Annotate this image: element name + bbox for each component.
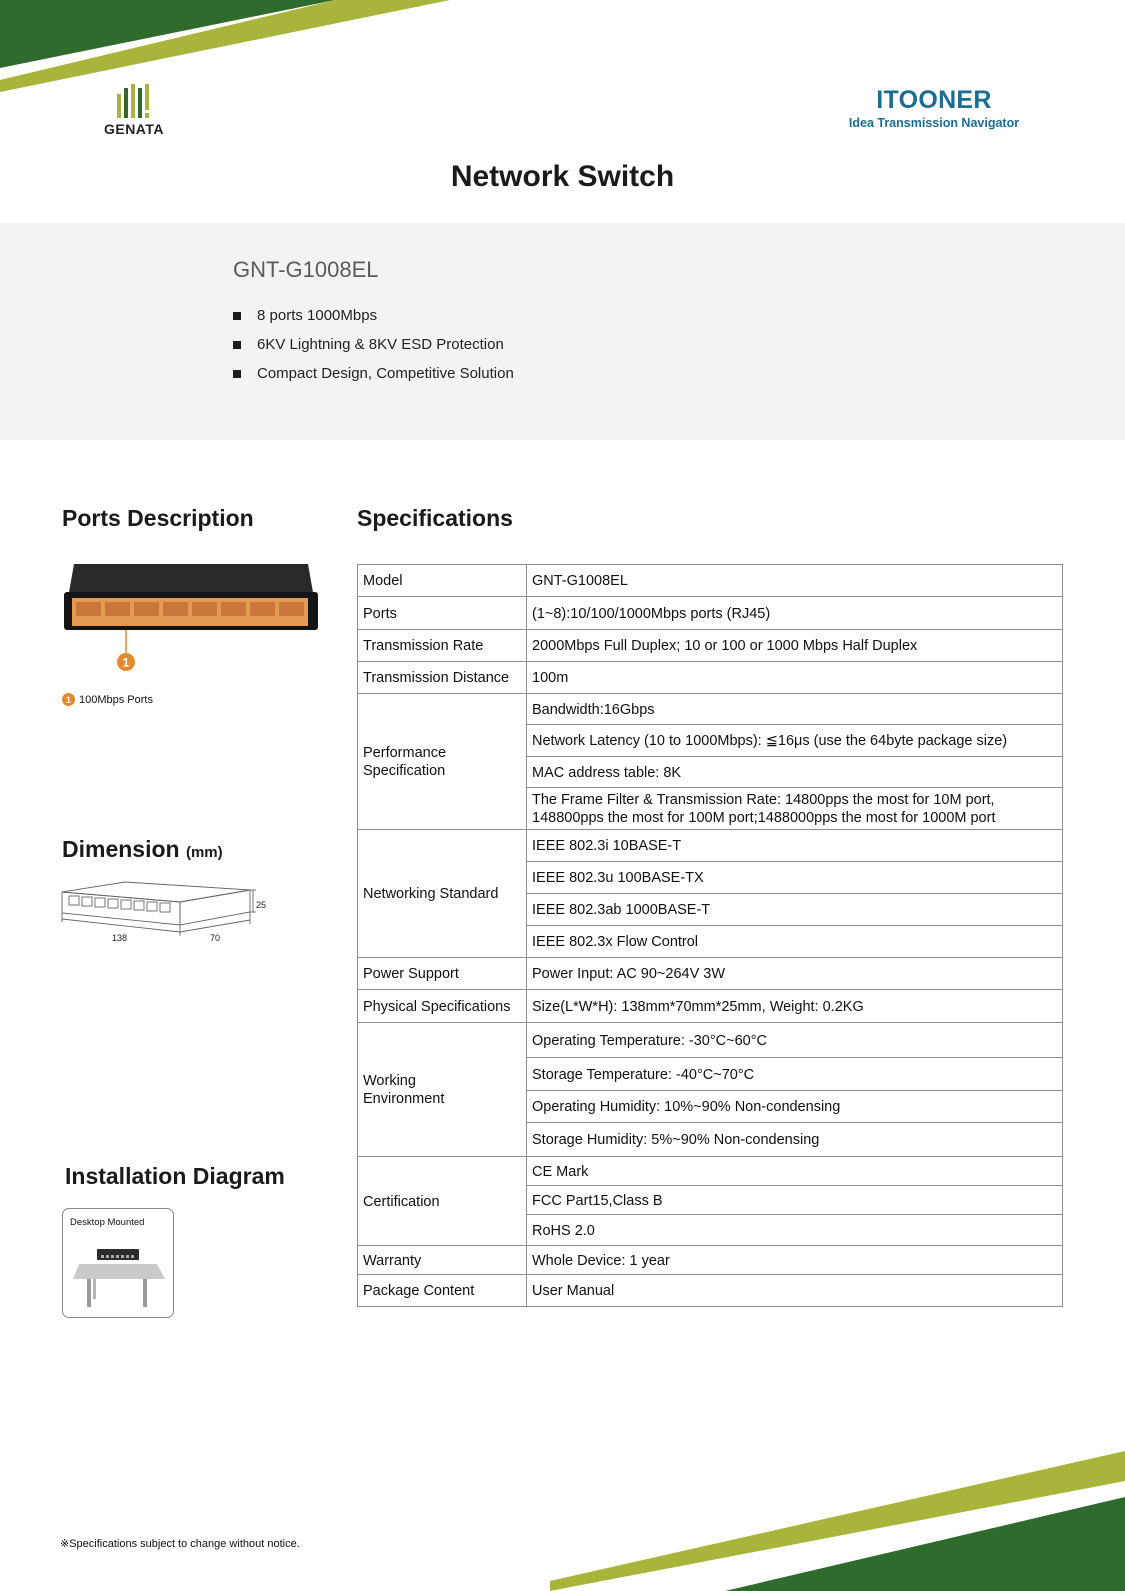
document-title: Network Switch bbox=[450, 160, 675, 193]
feature-item bbox=[233, 330, 514, 359]
spec-key-cell: Performance Specification bbox=[358, 694, 527, 830]
dimension-width-label: 70 bbox=[210, 933, 221, 943]
specifications-heading: Specifications bbox=[357, 505, 513, 531]
spec-value-cell: (1~8):10/100/1000Mbps ports (RJ45) bbox=[527, 597, 1063, 630]
spec-value-cell: IEEE 802.3x Flow Control bbox=[527, 926, 1063, 958]
spec-value-cell: Whole Device: 1 year bbox=[527, 1246, 1063, 1275]
spec-row bbox=[358, 830, 1063, 862]
spec-value-cell: FCC Part15,Class B bbox=[527, 1186, 1063, 1215]
top-left-stripe-decoration bbox=[0, 0, 460, 100]
itooner-tagline: Idea Transmission Navigator bbox=[848, 116, 1020, 130]
feature-item bbox=[233, 359, 514, 388]
feature-text: Compact Design, Competitive Solution bbox=[257, 365, 514, 382]
spec-value-cell: IEEE 802.3i 10BASE-T bbox=[527, 830, 1063, 862]
spec-key-cell: Physical Specifications bbox=[358, 990, 527, 1023]
spec-key-cell: Certification bbox=[358, 1157, 527, 1246]
spec-value-cell: GNT-G1008EL bbox=[527, 565, 1063, 597]
spec-row bbox=[358, 630, 1063, 662]
hero-model-name: GNT-G1008EL bbox=[233, 257, 379, 282]
spec-value-cell: Network Latency (10 to 1000Mbps): ≦16μs (use the 64byte package size) bbox=[527, 725, 1063, 757]
product-summary-band bbox=[0, 223, 1125, 440]
spec-value-cell: Bandwidth:16Gbps bbox=[527, 694, 1063, 725]
spec-key-cell: Networking Standard bbox=[358, 830, 527, 958]
desktop-mount-illustration bbox=[73, 1235, 165, 1309]
spec-value-cell: Storage Humidity: 5%~90% Non-condensing bbox=[527, 1123, 1063, 1157]
itooner-logo bbox=[843, 86, 1025, 130]
installation-diagram-heading: Installation Diagram bbox=[65, 1163, 285, 1189]
spec-value-cell: RoHS 2.0 bbox=[527, 1215, 1063, 1246]
dimension-unit: (mm) bbox=[185, 844, 223, 861]
spec-value-cell: The Frame Filter & Transmission Rate: 14800pps the most for 10M port, 148800pps the most for 100M port;1488000pps the most for 1000M port bbox=[527, 788, 1063, 830]
genata-brand-name: GENATA bbox=[103, 121, 165, 137]
installation-caption: Desktop Mounted bbox=[70, 1217, 145, 1228]
switch-front-panel-image bbox=[62, 562, 320, 688]
ports-description-heading: Ports Description bbox=[62, 505, 254, 531]
spec-value-cell: Size(L*W*H): 138mm*70mm*25mm, Weight: 0.2KG bbox=[527, 990, 1063, 1023]
installation-card bbox=[62, 1208, 174, 1318]
itooner-brand-name: ITOONER bbox=[876, 86, 992, 114]
specifications-table bbox=[357, 564, 1063, 1307]
spec-value-cell: Operating Humidity: 10%~90% Non-condensing bbox=[527, 1091, 1063, 1123]
port-legend bbox=[62, 693, 153, 706]
feature-list bbox=[233, 301, 514, 388]
spec-value-cell: Power Input: AC 90~264V 3W bbox=[527, 958, 1063, 990]
spec-row bbox=[358, 597, 1063, 630]
feature-text: 8 ports 1000Mbps bbox=[257, 307, 378, 324]
footnote: ※Specifications subject to change without notice. bbox=[60, 1538, 300, 1550]
legend-number-dot: 1 bbox=[62, 693, 75, 706]
dimension-drawing bbox=[60, 880, 280, 960]
spec-row bbox=[358, 1023, 1063, 1058]
bullet-square-icon bbox=[233, 370, 241, 378]
feature-text: 6KV Lightning & 8KV ESD Protection bbox=[257, 336, 504, 353]
dimension-heading-text: Dimension bbox=[62, 836, 180, 862]
spec-row bbox=[358, 958, 1063, 990]
spec-row bbox=[358, 1246, 1063, 1275]
spec-key-cell: Package Content bbox=[358, 1275, 527, 1307]
spec-key-cell: Ports bbox=[358, 597, 527, 630]
dimension-heading bbox=[62, 836, 223, 863]
bullet-square-icon bbox=[233, 341, 241, 349]
legend-text: 100Mbps Ports bbox=[79, 693, 153, 706]
genata-bars-logo-icon bbox=[116, 84, 152, 118]
spec-row bbox=[358, 990, 1063, 1023]
spec-key-cell: Transmission Distance bbox=[358, 662, 527, 694]
genata-logo bbox=[100, 84, 168, 137]
spec-value-cell: 2000Mbps Full Duplex; 10 or 100 or 1000 Mbps Half Duplex bbox=[527, 630, 1063, 662]
port-callout-number: 1 bbox=[122, 655, 130, 670]
feature-item bbox=[233, 301, 514, 330]
spec-value-cell: CE Mark bbox=[527, 1157, 1063, 1186]
spec-row bbox=[358, 662, 1063, 694]
bottom-right-stripe-decoration bbox=[550, 1451, 1125, 1591]
spec-value-cell: 100m bbox=[527, 662, 1063, 694]
spec-key-cell: Model bbox=[358, 565, 527, 597]
spec-value-cell: MAC address table: 8K bbox=[527, 757, 1063, 788]
bullet-square-icon bbox=[233, 312, 241, 320]
spec-value-cell: Storage Temperature: -40°C~70°C bbox=[527, 1058, 1063, 1091]
spec-value-cell: Operating Temperature: -30°C~60°C bbox=[527, 1023, 1063, 1058]
spec-value-cell: User Manual bbox=[527, 1275, 1063, 1307]
spec-key-cell: Power Support bbox=[358, 958, 527, 990]
spec-row bbox=[358, 1275, 1063, 1307]
spec-value-cell: IEEE 802.3ab 1000BASE-T bbox=[527, 894, 1063, 926]
spec-value-cell: IEEE 802.3u 100BASE-TX bbox=[527, 862, 1063, 894]
dimension-height-label: 25 bbox=[256, 900, 267, 910]
dimension-length-label: 138 bbox=[112, 933, 128, 943]
spec-key-cell: Warranty bbox=[358, 1246, 527, 1275]
spec-row bbox=[358, 1157, 1063, 1186]
spec-key-cell: Working Environment bbox=[358, 1023, 527, 1157]
spec-key-cell: Transmission Rate bbox=[358, 630, 527, 662]
spec-row bbox=[358, 565, 1063, 597]
spec-row bbox=[358, 694, 1063, 725]
